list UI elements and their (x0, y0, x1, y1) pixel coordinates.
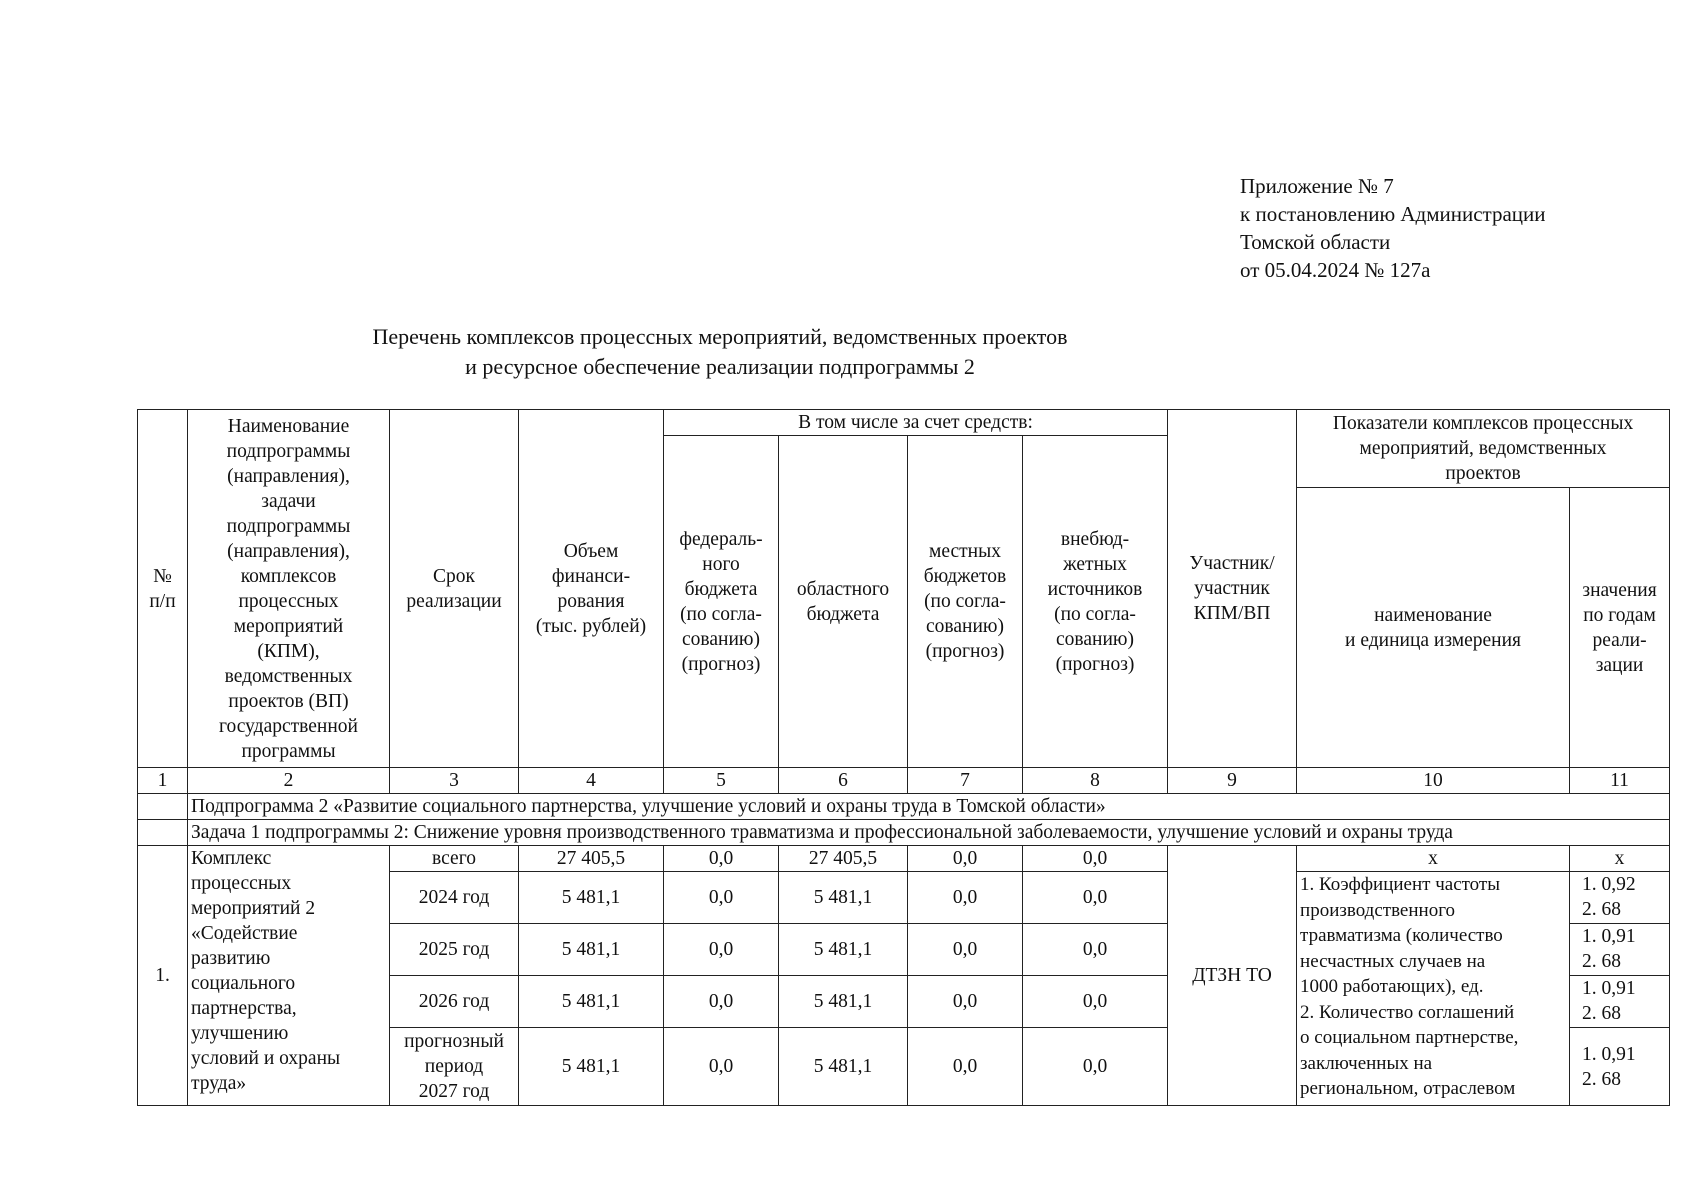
column-number: 9 (1168, 768, 1297, 794)
regional-cell: 27 405,5 (779, 846, 908, 872)
empty-cell (138, 820, 188, 846)
federal-cell: 0,0 (664, 846, 779, 872)
regional-cell: 5 481,1 (779, 872, 908, 924)
term-cell: 2026 год (390, 976, 519, 1028)
document-title (0, 322, 1440, 382)
participant-cell: ДТЗН ТО (1168, 846, 1297, 1106)
indicator-description: 1. Коэффициент частоты производственного травматизма (количество несчастных случаев на 1000 работающих), ед. 2. Количество соглашений о социальном партнерстве, заключенных на региональном, отраслевом (1297, 872, 1570, 1106)
extra-cell: 0,0 (1023, 872, 1168, 924)
indicator-values-total: х (1570, 846, 1670, 872)
subprogram-row: Подпрограмма 2 «Развитие социального партнерства, улучшение условий и охраны труда в Томской области» (188, 794, 1670, 820)
header-volume: Объем финанси- рования (тыс. рублей) (519, 410, 664, 768)
header-indicator-name: наименование и единица измерения (1297, 488, 1570, 768)
appendix-block (1240, 172, 1546, 284)
volume-cell: 5 481,1 (519, 872, 664, 924)
term-cell: 2025 год (390, 924, 519, 976)
column-number: 8 (1023, 768, 1168, 794)
federal-cell: 0,0 (664, 976, 779, 1028)
local-cell: 0,0 (908, 976, 1023, 1028)
header-name: Наименование подпрограммы (направления), задачи подпрограммы (направления), комплексов процессных мероприятий (КПМ), ведомственных проектов (ВП) государственной программы (188, 410, 390, 768)
header-local: местных бюджетов (по согла- сованию) (прогноз) (908, 436, 1023, 768)
volume-cell: 27 405,5 (519, 846, 664, 872)
kpm-name: Комплекс процессных мероприятий 2 «Содействие развитию социального партнерства, улучшению условий и охраны труда» (188, 846, 390, 1106)
header-extra: внебюд- жетных источников (по согла- сованию) (прогноз) (1023, 436, 1168, 768)
header-num: № п/п (138, 410, 188, 768)
indicator-values-cell: 1. 0,92 2. 68 (1570, 872, 1670, 924)
appendix-line: к постановлению Администрации (1240, 202, 1546, 226)
header-federal: федераль- ного бюджета (по согла- сованию) (прогноз) (664, 436, 779, 768)
column-number: 1 (138, 768, 188, 794)
column-number: 2 (188, 768, 390, 794)
column-number: 10 (1297, 768, 1570, 794)
regional-cell: 5 481,1 (779, 976, 908, 1028)
empty-cell (138, 794, 188, 820)
column-number: 3 (390, 768, 519, 794)
header-indicators: Показатели комплексов процессных мероприятий, ведомственных проектов (1297, 410, 1670, 488)
volume-cell: 5 481,1 (519, 924, 664, 976)
column-number: 5 (664, 768, 779, 794)
appendix-line: Томской области (1240, 230, 1391, 254)
term-cell: прогнозный период 2027 год (390, 1028, 519, 1106)
header-including: В том числе за счет средств: (664, 410, 1168, 436)
federal-cell: 0,0 (664, 872, 779, 924)
federal-cell: 0,0 (664, 924, 779, 976)
extra-cell: 0,0 (1023, 976, 1168, 1028)
indicator-values-cell: 1. 0,91 2. 68 (1570, 976, 1670, 1028)
column-number: 7 (908, 768, 1023, 794)
program-table (137, 409, 1670, 1106)
volume-cell: 5 481,1 (519, 1028, 664, 1106)
term-cell: 2024 год (390, 872, 519, 924)
indicator-name-total: х (1297, 846, 1570, 872)
extra-cell: 0,0 (1023, 1028, 1168, 1106)
header-regional: областного бюджета (779, 436, 908, 768)
title-line-1: Перечень комплексов процессных мероприятий, ведомственных проектов (372, 324, 1068, 349)
local-cell: 0,0 (908, 872, 1023, 924)
task-row: Задача 1 подпрограммы 2: Снижение уровня производственного травматизма и профессиональной заболеваемости, улучшение условий и охраны труда (188, 820, 1670, 846)
appendix-line: от 05.04.2024 № 127а (1240, 258, 1431, 282)
volume-cell: 5 481,1 (519, 976, 664, 1028)
indicator-values-cell: 1. 0,91 2. 68 (1570, 1028, 1670, 1106)
local-cell: 0,0 (908, 846, 1023, 872)
extra-cell: 0,0 (1023, 924, 1168, 976)
appendix-line: Приложение № 7 (1240, 174, 1394, 198)
column-number: 11 (1570, 768, 1670, 794)
federal-cell: 0,0 (664, 1028, 779, 1106)
regional-cell: 5 481,1 (779, 1028, 908, 1106)
row-number: 1. (138, 846, 188, 1106)
local-cell: 0,0 (908, 1028, 1023, 1106)
regional-cell: 5 481,1 (779, 924, 908, 976)
title-line-2: и ресурсное обеспечение реализации подпрограммы 2 (465, 354, 975, 379)
local-cell: 0,0 (908, 924, 1023, 976)
header-participant: Участник/ участник КПМ/ВП (1168, 410, 1297, 768)
header-indicator-values: значения по годам реали- зации (1570, 488, 1670, 768)
column-number: 4 (519, 768, 664, 794)
term-cell: всего (390, 846, 519, 872)
column-number: 6 (779, 768, 908, 794)
indicator-values-cell: 1. 0,91 2. 68 (1570, 924, 1670, 976)
header-term: Срок реализации (390, 410, 519, 768)
extra-cell: 0,0 (1023, 846, 1168, 872)
